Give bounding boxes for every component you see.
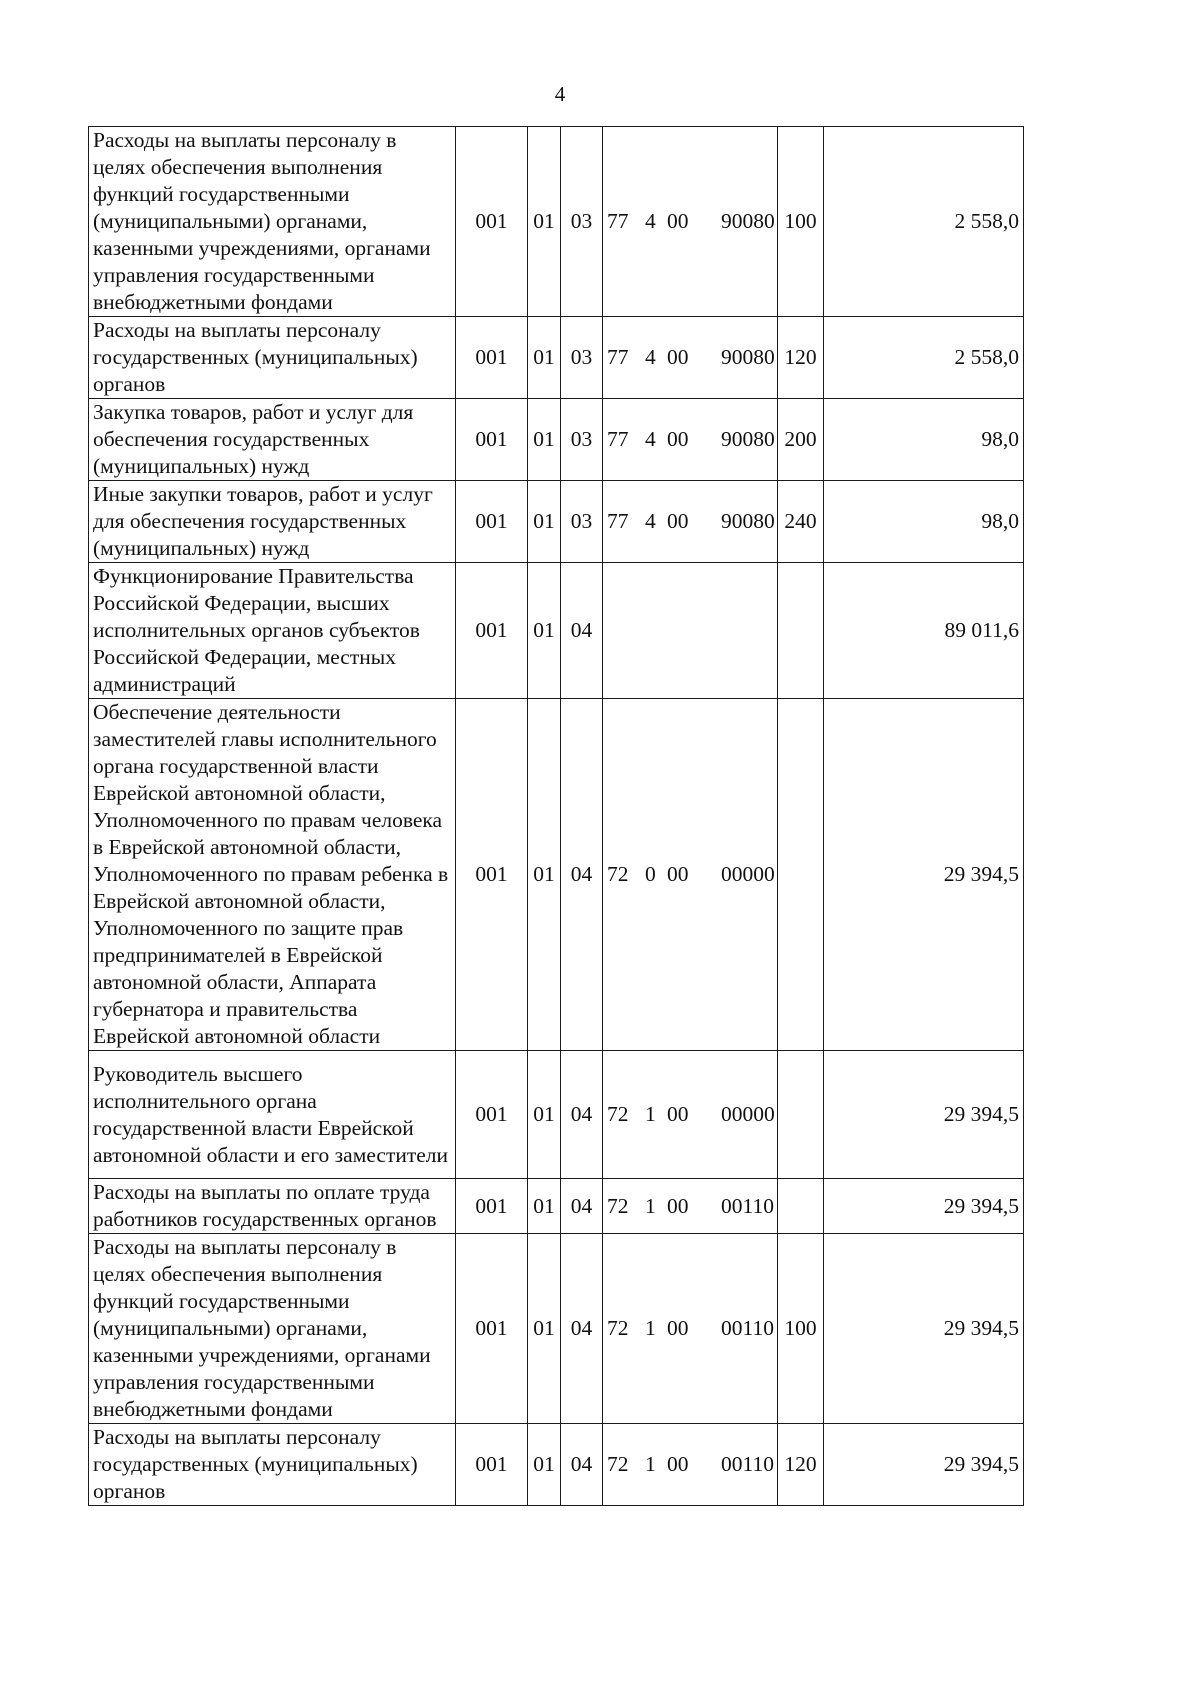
amount-value: 89 011,6 <box>824 563 1024 699</box>
target-article-part: 00 <box>667 1193 689 1218</box>
target-article-part: 72 <box>607 862 629 886</box>
subsection-code: 04 <box>561 1179 603 1234</box>
row-description: Закупка товаров, работ и услуг для обеспечения государственных (муниципальных) нужд <box>89 399 456 481</box>
amount-value: 29 394,5 <box>824 1051 1024 1179</box>
target-article-part: 1 <box>645 1193 656 1218</box>
target-article-part: 00000 <box>721 1102 775 1126</box>
section-code: 01 <box>528 1179 561 1234</box>
target-article-code <box>603 1424 778 1506</box>
target-article-part: 00000 <box>721 862 775 886</box>
expense-type-code: 120 <box>778 1424 824 1506</box>
target-article-part: 4 <box>645 509 656 533</box>
target-article-part: 00 <box>667 209 689 233</box>
ministry-code: 001 <box>456 699 528 1051</box>
expense-type-code <box>778 563 824 699</box>
target-article-part: 4 <box>645 209 656 233</box>
amount-value: 98,0 <box>824 481 1024 563</box>
row-description: Функционирование Правительства Российской Федерации, высших исполнительных органов субъектов Российской Федерации, местных администраций <box>89 563 456 699</box>
ministry-code: 001 <box>456 127 528 317</box>
target-article-part: 77 <box>607 345 629 369</box>
table-row <box>89 481 1024 563</box>
target-article-code <box>603 399 778 481</box>
expense-type-code: 200 <box>778 399 824 481</box>
row-description: Расходы на выплаты персоналу в целях обеспечения выполнения функций государственными (муниципальными) органами, казенными учреждениями, органами управления государственными внебюджетными фондами <box>89 127 456 317</box>
target-article-code <box>603 1179 778 1234</box>
amount-value: 29 394,5 <box>824 699 1024 1051</box>
ministry-code: 001 <box>456 481 528 563</box>
subsection-code: 03 <box>561 399 603 481</box>
row-description: Расходы на выплаты персоналу в целях обеспечения выполнения функций государственными (муниципальными) органами, казенными учреждениями, органами управления государственными внебюджетными фондами <box>89 1234 456 1424</box>
amount-value: 29 394,5 <box>824 1179 1024 1234</box>
target-article-part: 00 <box>667 427 689 451</box>
table-row <box>89 317 1024 399</box>
target-article-part: 00110 <box>721 1316 774 1340</box>
target-article-part: 77 <box>607 509 629 533</box>
row-description: Расходы на выплаты персоналу государственных (муниципальных) органов <box>89 1424 456 1506</box>
table-row <box>89 563 1024 699</box>
target-article-part: 72 <box>607 1102 629 1126</box>
row-description: Расходы на выплаты персоналу государственных (муниципальных) органов <box>89 317 456 399</box>
target-article-code <box>603 317 778 399</box>
ministry-code: 001 <box>456 563 528 699</box>
target-article-code <box>603 127 778 317</box>
target-article-part: 1 <box>645 1452 656 1476</box>
section-code: 01 <box>528 399 561 481</box>
section-code: 01 <box>528 563 561 699</box>
amount-value: 29 394,5 <box>824 1424 1024 1506</box>
ministry-code: 001 <box>456 1424 528 1506</box>
section-code: 01 <box>528 1051 561 1179</box>
subsection-code: 04 <box>561 1234 603 1424</box>
ministry-code: 001 <box>456 1179 528 1234</box>
target-article-part: 72 <box>607 1193 629 1218</box>
expense-type-code: 100 <box>778 127 824 317</box>
target-article-part: 0 <box>645 862 656 886</box>
expense-type-code: 240 <box>778 481 824 563</box>
target-article-code <box>603 699 778 1051</box>
target-article-part: 4 <box>645 427 656 451</box>
target-article-part: 90080 <box>721 345 775 369</box>
target-article-part: 1 <box>645 1316 656 1340</box>
section-code: 01 <box>528 1234 561 1424</box>
table-row <box>89 1234 1024 1424</box>
table-row <box>89 699 1024 1051</box>
amount-value: 98,0 <box>824 399 1024 481</box>
section-code: 01 <box>528 127 561 317</box>
table-row <box>89 1051 1024 1179</box>
section-code: 01 <box>528 481 561 563</box>
subsection-code: 03 <box>561 317 603 399</box>
subsection-code: 04 <box>561 699 603 1051</box>
amount-value: 2 558,0 <box>824 127 1024 317</box>
table-row <box>89 399 1024 481</box>
target-article-code <box>603 1051 778 1179</box>
ministry-code: 001 <box>456 399 528 481</box>
target-article-part: 77 <box>607 427 629 451</box>
subsection-code: 04 <box>561 1051 603 1179</box>
target-article-part: 1 <box>645 1102 656 1126</box>
expense-type-code: 100 <box>778 1234 824 1424</box>
target-article-part: 00110 <box>721 1452 774 1476</box>
subsection-code: 03 <box>561 127 603 317</box>
row-description: Иные закупки товаров, работ и услуг для обеспечения государственных (муниципальных) нужд <box>89 481 456 563</box>
target-article-part: 90080 <box>721 509 775 533</box>
table-row <box>89 1179 1024 1234</box>
row-description: Руководитель высшего исполнительного органа государственной власти Еврейской автономной области и его заместители <box>89 1051 456 1179</box>
subsection-code: 04 <box>561 1424 603 1506</box>
ministry-code: 001 <box>456 317 528 399</box>
target-article-part: 90080 <box>721 427 775 451</box>
target-article-part: 00110 <box>721 1193 774 1218</box>
table-body <box>89 127 1024 1506</box>
target-article-part: 00 <box>667 509 689 533</box>
page-number: 4 <box>554 82 566 106</box>
target-article-part: 4 <box>645 345 656 369</box>
target-article-part: 00 <box>667 345 689 369</box>
subsection-code: 03 <box>561 481 603 563</box>
target-article-part: 77 <box>607 209 629 233</box>
amount-value: 29 394,5 <box>824 1234 1024 1424</box>
target-article-code <box>603 563 778 699</box>
section-code: 01 <box>528 317 561 399</box>
target-article-part: 00 <box>667 862 689 886</box>
expense-type-code: 120 <box>778 317 824 399</box>
target-article-code <box>603 481 778 563</box>
table-row <box>89 1424 1024 1506</box>
ministry-code: 001 <box>456 1234 528 1424</box>
section-code: 01 <box>528 1424 561 1506</box>
amount-value: 2 558,0 <box>824 317 1024 399</box>
row-description: Обеспечение деятельности заместителей главы исполнительного органа государственной власти Еврейской автономной области, Уполномоченного по правам человека в Еврейской автономной области, Уполномоченного по правам ребенка в Еврейской автономной области, Уполномоченного по защите прав предпринимателей в Еврейской автономной области, Аппарата губернатора и правительства Еврейской автономной области <box>89 699 456 1051</box>
target-article-part: 72 <box>607 1316 629 1340</box>
target-article-part: 72 <box>607 1452 629 1476</box>
subsection-code: 04 <box>561 563 603 699</box>
target-article-part: 00 <box>667 1102 689 1126</box>
target-article-part: 00 <box>667 1316 689 1340</box>
target-article-part: 00 <box>667 1452 689 1476</box>
row-description: Расходы на выплаты по оплате труда работников государственных органов <box>89 1179 456 1234</box>
budget-table <box>88 126 1024 1506</box>
ministry-code: 001 <box>456 1051 528 1179</box>
section-code: 01 <box>528 699 561 1051</box>
target-article-part: 90080 <box>721 209 775 233</box>
target-article-code <box>603 1234 778 1424</box>
table-row <box>89 127 1024 317</box>
